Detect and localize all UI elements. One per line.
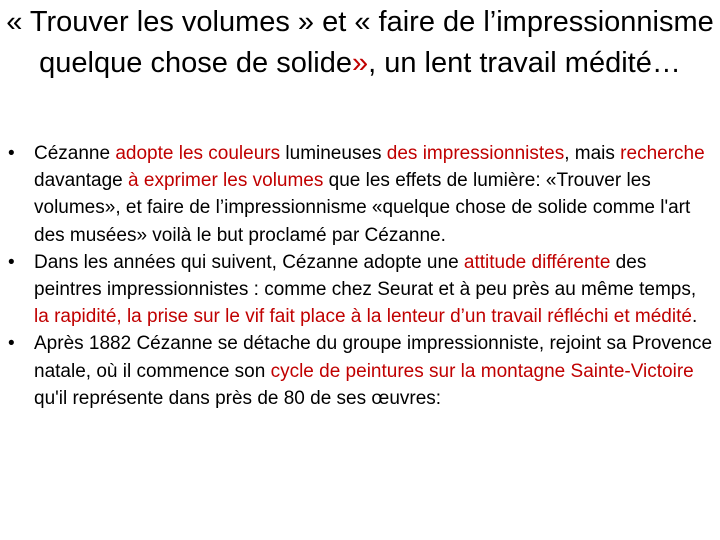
bullet-text-3 bbox=[34, 333, 712, 408]
highlight-segment: des impressionnistes bbox=[386, 143, 565, 164]
bullet-item-1 bbox=[8, 140, 714, 249]
bullet-dot-icon: • bbox=[8, 143, 15, 164]
bullet-dot-icon: • bbox=[8, 333, 15, 355]
bullet-list bbox=[8, 140, 714, 412]
text-segment: Cézanne bbox=[34, 143, 116, 164]
slide-title bbox=[0, 2, 720, 84]
text-segment: . bbox=[691, 306, 698, 328]
text-segment: des peintres impressionnistes : comme chez Seurat et à peu près au même temps, bbox=[34, 251, 697, 301]
highlight-segment: attitude différente bbox=[463, 251, 611, 273]
slide-title-main: « Trouver les volumes » et « faire de l’impressionnisme quelque chose de solide bbox=[6, 6, 714, 79]
highlight-segment: recherche bbox=[620, 143, 705, 164]
text-segment: davantage bbox=[34, 170, 129, 192]
highlight-segment: adopte les couleurs bbox=[115, 143, 281, 164]
bullet-item-2 bbox=[8, 249, 714, 331]
bullet-dot-icon: • bbox=[8, 251, 15, 273]
highlight-segment: la rapidité, la prise sur le vif fait place à la lenteur d’un travail réfléchi et médité bbox=[34, 306, 692, 328]
bullet-item-3 bbox=[8, 330, 714, 412]
text-segment: que les effets de lumière: «Trouver les volumes», et faire de l’impressionnisme «quelque chose de solide comme l'art des musées» voilà le but proclamé par Cézanne. bbox=[34, 170, 691, 246]
text-segment: Dans les années qui suivent, Cézanne adopte une bbox=[34, 251, 464, 273]
bullet-text-1 bbox=[34, 143, 705, 246]
bullet-text-2 bbox=[34, 252, 697, 327]
slide-title-quote-mark: » bbox=[351, 47, 369, 79]
highlight-segment: à exprimer les volumes bbox=[128, 170, 324, 192]
slide-title-tail: , un lent travail médité… bbox=[368, 47, 681, 79]
text-segment: lumineuses bbox=[280, 143, 387, 164]
text-segment: qu'il représente dans près de 80 de ses œuvres: bbox=[34, 387, 442, 409]
text-segment: Après 1882 Cézanne se détache du groupe impressionniste, rejoint sa Provence natale, où il commence son bbox=[34, 333, 713, 382]
highlight-segment: cycle de peintures sur la montagne Sainte-Victoire bbox=[270, 360, 694, 382]
text-segment: , mais bbox=[564, 143, 621, 164]
